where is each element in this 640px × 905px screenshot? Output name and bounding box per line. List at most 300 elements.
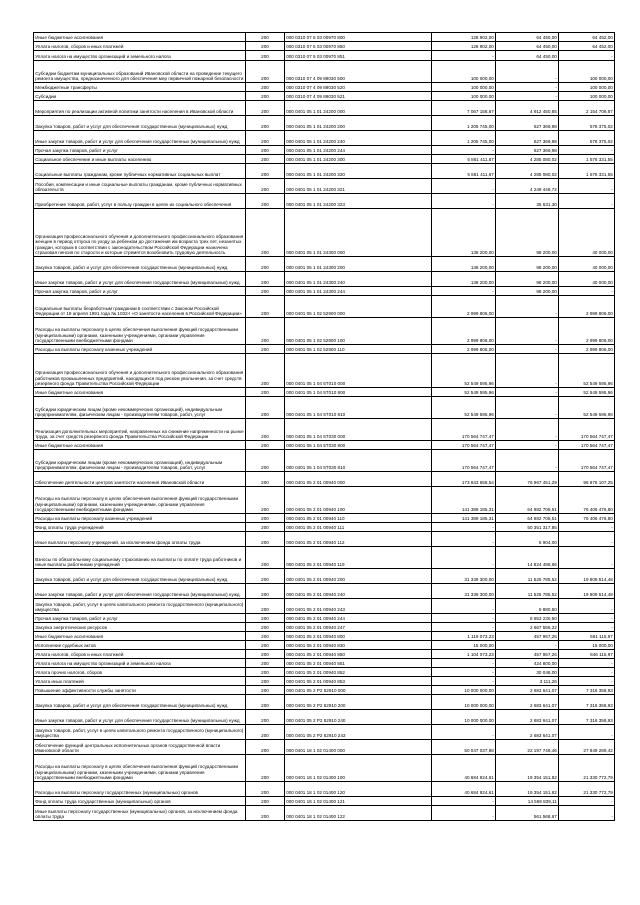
approved-amount-cell: 1 104 073,23: [432, 650, 496, 659]
budget-classification-code-cell: 000 0310 07 4 09 89030 521: [285, 92, 432, 101]
remaining-amount-cell: -: [559, 523, 615, 532]
remaining-amount-cell: 2 999 806,00: [559, 345, 615, 354]
expense-name-cell: Закупка товаров, работ и услуг для обеспечения государственных (муниципальных) нужд: [34, 569, 246, 584]
expense-name-cell: Уплата прочих налогов, сборов: [34, 668, 246, 677]
expense-name-cell: Фонд оплаты труда учреждений: [34, 523, 246, 532]
approved-amount-cell: 31 339 300,00: [432, 584, 496, 599]
remaining-amount-cell: -: [559, 51, 615, 61]
line-code-cell: 200: [246, 725, 285, 740]
expense-name-cell: Иные бюджетные ассигнования: [34, 632, 246, 641]
remaining-amount-cell: 7 316 358,93: [559, 710, 615, 725]
approved-amount-cell: 5 861 411,67: [432, 155, 496, 164]
expense-name-cell: Иные закупки товаров, работ и услуг для обеспечения государственных (муниципальных) нужд: [34, 272, 246, 287]
expense-name-cell: Иные закупки товаров, работ и услуг для обеспечения государственных (муниципальных) нужд: [34, 584, 246, 599]
remaining-amount-cell: 100 000,00: [559, 61, 615, 83]
expense-name-cell: Исполнение судебных актов: [34, 641, 246, 650]
approved-amount-cell: 7 067 158,67: [432, 101, 496, 116]
executed-amount-cell: -: [496, 419, 559, 441]
approved-amount-cell: 138 200,00: [432, 272, 496, 287]
table-row: [34, 51, 615, 61]
expense-name-cell: Фонд оплаты труда государственных (муниципальных) органов: [34, 797, 246, 806]
table-row: [34, 257, 615, 272]
line-code-cell: 200: [246, 419, 285, 441]
approved-amount-cell: 31 339 300,00: [432, 569, 496, 584]
budget-classification-code-cell: 000 0401 05 2 P2 52910 000: [285, 686, 432, 695]
line-code-cell: 200: [246, 164, 285, 179]
approved-amount-cell: 138 200,00: [432, 257, 496, 272]
remaining-amount-cell: 1 576 331,55: [559, 155, 615, 164]
expense-name-cell: Мероприятия по реализации активной политики занятости населения в Ивановской области: [34, 101, 246, 116]
approved-amount-cell: -: [432, 532, 496, 547]
table-row: [34, 740, 615, 755]
budget-classification-code-cell: 000 0401 05 2 P2 52910 243: [285, 725, 432, 740]
budget-classification-code-cell: 000 0401 18 1 02 01400 120: [285, 782, 432, 797]
remaining-amount-cell: 64 452,00: [559, 33, 615, 42]
remaining-amount-cell: 646 115,97: [559, 650, 615, 659]
remaining-amount-cell: -: [559, 146, 615, 155]
budget-classification-code-cell: 000 0401 05 1 01 24300 000: [285, 209, 432, 257]
executed-amount-cell: 4 285 080,02: [496, 164, 559, 179]
table-row: [34, 599, 615, 614]
executed-amount-cell: 4 249 448,72: [496, 179, 559, 194]
budget-classification-code-cell: 000 0401 05 1 04 5Т030 000: [285, 419, 432, 441]
approved-amount-cell: 50 047 037,88: [432, 740, 496, 755]
executed-amount-cell: 627 369,98: [496, 146, 559, 155]
table-row: [34, 272, 615, 287]
remaining-amount-cell: -: [559, 194, 615, 209]
expense-name-cell: Социальное обеспечение и иные выплаты населению: [34, 155, 246, 164]
approved-amount-cell: 100 000,00: [432, 92, 496, 101]
expense-name-cell: Прочая закупка товаров, работ и услуг: [34, 287, 246, 296]
remaining-amount-cell: 170 564 747,47: [559, 441, 615, 450]
line-code-cell: 200: [246, 523, 285, 532]
line-code-cell: 200: [246, 677, 285, 686]
table-row: [34, 659, 615, 668]
expense-name-cell: Закупка товаров, работ и услуг для обеспечения государственных (муниципальных) нужд: [34, 257, 246, 272]
executed-amount-cell: 561 568,67: [496, 806, 559, 821]
remaining-amount-cell: -: [559, 287, 615, 296]
budget-classification-code-cell: 000 0401 05 1 01 24200 240: [285, 131, 432, 146]
expense-name-cell: Иные выплаты персоналу государственных (муниципальных) органов, за исключением фонда оплаты труда: [34, 806, 246, 821]
budget-classification-code-cell: 000 0401 18 1 02 01400 121: [285, 797, 432, 806]
expense-name-cell: Закупка товаров, работ, услуг в целях капитального ремонта государственного (муниципального) имущества: [34, 725, 246, 740]
budget-classification-code-cell: 000 0401 05 1 01 24300 200: [285, 257, 432, 272]
executed-amount-cell: 64 450,00: [496, 51, 559, 61]
executed-amount-cell: -: [496, 441, 559, 450]
budget-classification-code-cell: 000 0401 05 1 02 52900 110: [285, 345, 432, 354]
budget-classification-code-cell: 000 0401 05 1 01 24200 320: [285, 164, 432, 179]
remaining-amount-cell: -: [559, 179, 615, 194]
remaining-amount-cell: -: [559, 614, 615, 623]
remaining-amount-cell: 2 999 806,00: [559, 296, 615, 318]
table-row: [34, 755, 615, 782]
budget-classification-code-cell: 000 0401 05 2 P2 52910 240: [285, 710, 432, 725]
approved-amount-cell: -: [432, 523, 496, 532]
expense-name-cell: Расходы на выплаты персоналу казенных учреждений: [34, 514, 246, 523]
executed-amount-cell: -: [496, 296, 559, 318]
executed-amount-cell: 8 853 230,50: [496, 614, 559, 623]
executed-amount-cell: 3 111,26: [496, 677, 559, 686]
expense-name-cell: Социальные выплаты гражданам, кроме публичных нормативных социальных выплат: [34, 164, 246, 179]
executed-amount-cell: -: [496, 92, 559, 101]
line-code-cell: 200: [246, 61, 285, 83]
table-body: [34, 33, 615, 821]
remaining-amount-cell: 76 406 476,80: [559, 514, 615, 523]
line-code-cell: 200: [246, 42, 285, 51]
budget-classification-code-cell: 000 0401 05 1 02 52900 000: [285, 296, 432, 318]
expense-name-cell: Уплата налогов, сборов и иных платежей: [34, 42, 246, 51]
executed-amount-cell: 2 683 641,07: [496, 695, 559, 710]
table-row: [34, 419, 615, 441]
budget-classification-code-cell: 000 0401 18 1 02 01400 100: [285, 755, 432, 782]
line-code-cell: 200: [246, 532, 285, 547]
executed-amount-cell: 98 200,00: [496, 257, 559, 272]
budget-classification-code-cell: 000 0310 07 5 03 00970 800: [285, 33, 432, 42]
approved-amount-cell: -: [432, 806, 496, 821]
line-code-cell: 200: [246, 388, 285, 397]
remaining-amount-cell: 170 564 747,47: [559, 419, 615, 441]
remaining-amount-cell: -: [559, 532, 615, 547]
line-code-cell: 200: [246, 740, 285, 755]
executed-amount-cell: 19 354 151,82: [496, 782, 559, 797]
executed-amount-cell: 4 912 450,85: [496, 101, 559, 116]
table-row: [34, 782, 615, 797]
budget-expenditure-table: [33, 32, 615, 821]
approved-amount-cell: 52 549 595,96: [432, 388, 496, 397]
line-code-cell: 200: [246, 514, 285, 523]
approved-amount-cell: 173 843 558,54: [432, 472, 496, 487]
approved-amount-cell: -: [432, 146, 496, 155]
budget-classification-code-cell: 000 0401 05 2 01 00940 830: [285, 641, 432, 650]
expense-name-cell: Организация профессионального обучения и дополнительного профессионального образования работников промышленных предприятий, находящихся под риском увольнения, за счет средств резервного фонда Правительства Российской Федерации: [34, 354, 246, 388]
table-row: [34, 209, 615, 257]
remaining-amount-cell: 578 375,02: [559, 131, 615, 146]
approved-amount-cell: 40 684 924,61: [432, 782, 496, 797]
remaining-amount-cell: 15 000,00: [559, 641, 615, 650]
expense-name-cell: Расходы на выплаты персоналу казенных учреждений: [34, 345, 246, 354]
table-row: [34, 179, 615, 194]
table-row: [34, 584, 615, 599]
budget-classification-code-cell: 000 0401 18 1 02 01400 000: [285, 740, 432, 755]
expense-name-cell: Расходы на выплаты персоналу в целях обеспечения выполнения функций государственными (муниципальными) органами, казенными учреждениями, органами управления государственными внебюджетными фондами: [34, 487, 246, 514]
executed-amount-cell: 98 200,00: [496, 272, 559, 287]
line-code-cell: 200: [246, 318, 285, 345]
expense-name-cell: Социальные выплаты безработным гражданам в соответствии с Законом Российской Федерации от 19 апреля 1991 года № 1032-I «О занятости населения в Российской Федерации»: [34, 296, 246, 318]
expense-name-cell: Субсидии: [34, 92, 246, 101]
table-row: [34, 547, 615, 569]
budget-classification-code-cell: 000 0401 05 2 01 00940 100: [285, 487, 432, 514]
line-code-cell: 200: [246, 397, 285, 419]
executed-amount-cell: -: [496, 83, 559, 92]
table-row: [34, 632, 615, 641]
approved-amount-cell: -: [432, 677, 496, 686]
line-code-cell: 200: [246, 797, 285, 806]
budget-classification-code-cell: 000 0401 05 1 04 5Т030 800: [285, 441, 432, 450]
line-code-cell: 200: [246, 641, 285, 650]
executed-amount-cell: 64 450,00: [496, 33, 559, 42]
remaining-amount-cell: 96 876 107,25: [559, 472, 615, 487]
expense-name-cell: Иные бюджетные ассигнования: [34, 388, 246, 397]
line-code-cell: 200: [246, 450, 285, 472]
table-row: [34, 806, 615, 821]
remaining-amount-cell: -: [559, 659, 615, 668]
executed-amount-cell: 50 351 317,85: [496, 523, 559, 532]
approved-amount-cell: 40 684 924,61: [432, 755, 496, 782]
remaining-amount-cell: 578 375,02: [559, 116, 615, 131]
line-code-cell: 200: [246, 33, 285, 42]
expense-name-cell: Уплата налога на имущество организаций и земельного налога: [34, 51, 246, 61]
executed-amount-cell: -: [496, 61, 559, 83]
table-row: [34, 797, 615, 806]
budget-classification-code-cell: 000 0401 05 2 01 00940 243: [285, 599, 432, 614]
executed-amount-cell: 14 624 486,66: [496, 547, 559, 569]
approved-amount-cell: -: [432, 547, 496, 569]
approved-amount-cell: 100 000,00: [432, 83, 496, 92]
approved-amount-cell: 10 000 000,00: [432, 710, 496, 725]
remaining-amount-cell: -: [559, 725, 615, 740]
line-code-cell: 200: [246, 209, 285, 257]
budget-classification-code-cell: 000 0401 18 1 02 01400 122: [285, 806, 432, 821]
budget-classification-code-cell: 000 0401 05 2 01 00940 850: [285, 650, 432, 659]
budget-execution-sheet: [33, 32, 614, 821]
expense-name-cell: Приобретение товаров, работ, услуг в пользу граждан в целях их социального обеспечения: [34, 194, 246, 209]
line-code-cell: 200: [246, 623, 285, 632]
expense-name-cell: Субсидии юридическим лицам (кроме некоммерческих организаций), индивидуальным предпринимателям, физическим лицам - производителям товаров, работ, услуг: [34, 450, 246, 472]
table-row: [34, 668, 615, 677]
approved-amount-cell: -: [432, 668, 496, 677]
executed-amount-cell: 64 982 708,51: [496, 514, 559, 523]
line-code-cell: 200: [246, 584, 285, 599]
executed-amount-cell: 98 200,00: [496, 209, 559, 257]
expense-name-cell: Организация профессионального обучения и дополнительного профессионального образования женщин в период отпуска по уходу за ребенком до достижения им возраста трех лет, незанятых граждан, которым в соответствии с законодательством Российской Федерации назначена страховая пенсия по старости и которые стремятся возобновить трудовую деятельность: [34, 209, 246, 257]
remaining-amount-cell: -: [559, 547, 615, 569]
expense-name-cell: Закупка энергетических ресурсов: [34, 623, 246, 632]
budget-classification-code-cell: 000 0401 05 1 01 24300 240: [285, 272, 432, 287]
budget-classification-code-cell: 000 0401 05 2 01 00940 247: [285, 623, 432, 632]
approved-amount-cell: 5 861 411,67: [432, 164, 496, 179]
remaining-amount-cell: -: [559, 806, 615, 821]
approved-amount-cell: -: [432, 599, 496, 614]
executed-amount-cell: 457 957,26: [496, 632, 559, 641]
approved-amount-cell: 10 000 000,00: [432, 686, 496, 695]
executed-amount-cell: 2 667 556,22: [496, 623, 559, 632]
expense-name-cell: Уплата налога на имущество организаций и земельного налога: [34, 659, 246, 668]
expense-name-cell: Закупка товаров, работ и услуг для обеспечения государственных (муниципальных) нужд: [34, 695, 246, 710]
expense-name-cell: Закупка товаров, работ, услуг в целях капитального ремонта государственного (муниципального) имущества: [34, 599, 246, 614]
table-row: [34, 388, 615, 397]
approved-amount-cell: 15 000,00: [432, 641, 496, 650]
table-row: [34, 725, 615, 740]
line-code-cell: 200: [246, 710, 285, 725]
expense-name-cell: Пособия, компенсации и иные социальные выплаты гражданам, кроме публичных нормативных обязательств: [34, 179, 246, 194]
remaining-amount-cell: 64 452,00: [559, 42, 615, 51]
executed-amount-cell: 4 285 080,02: [496, 155, 559, 164]
expense-name-cell: Расходы на выплаты персоналу государственных (муниципальных) органов: [34, 782, 246, 797]
budget-classification-code-cell: 000 0401 05 1 04 5Т010 810: [285, 397, 432, 419]
remaining-amount-cell: 40 000,00: [559, 209, 615, 257]
remaining-amount-cell: 21 330 772,79: [559, 755, 615, 782]
line-code-cell: 200: [246, 296, 285, 318]
budget-classification-code-cell: 000 0401 05 1 04 5Т010 800: [285, 388, 432, 397]
line-code-cell: 200: [246, 487, 285, 514]
remaining-amount-cell: 27 849 289,42: [559, 740, 615, 755]
executed-amount-cell: 22 197 748,46: [496, 740, 559, 755]
approved-amount-cell: 141 389 185,31: [432, 514, 496, 523]
line-code-cell: 200: [246, 272, 285, 287]
table-row: [34, 354, 615, 388]
budget-classification-code-cell: 000 0401 05 2 01 00940 851: [285, 659, 432, 668]
budget-classification-code-cell: 000 0401 05 2 01 00940 112: [285, 532, 432, 547]
line-code-cell: 200: [246, 668, 285, 677]
remaining-amount-cell: -: [559, 797, 615, 806]
budget-classification-code-cell: 000 0401 05 2 P2 52910 200: [285, 695, 432, 710]
executed-amount-cell: -: [496, 641, 559, 650]
executed-amount-cell: 6 904,00: [496, 532, 559, 547]
remaining-amount-cell: 52 549 595,96: [559, 354, 615, 388]
expense-name-cell: Прочая закупка товаров, работ и услуг: [34, 614, 246, 623]
budget-classification-code-cell: 000 0401 05 2 01 00940 111: [285, 523, 432, 532]
expense-name-cell: Обеспечение функций центральных исполнительных органов государственной власти Ивановской области: [34, 740, 246, 755]
remaining-amount-cell: 661 115,97: [559, 632, 615, 641]
line-code-cell: 200: [246, 632, 285, 641]
line-code-cell: 200: [246, 131, 285, 146]
remaining-amount-cell: -: [559, 623, 615, 632]
expense-name-cell: Иные бюджетные ассигнования: [34, 441, 246, 450]
table-row: [34, 614, 615, 623]
expense-name-cell: Обеспечение деятельности центров занятости населения Ивановской области: [34, 472, 246, 487]
table-row: [34, 487, 615, 514]
line-code-cell: 200: [246, 92, 285, 101]
line-code-cell: 200: [246, 101, 285, 116]
budget-classification-code-cell: 000 0401 05 2 01 00940 853: [285, 677, 432, 686]
approved-amount-cell: 170 564 747,47: [432, 441, 496, 450]
remaining-amount-cell: 19 809 514,48: [559, 569, 615, 584]
expense-name-cell: Закупка товаров, работ и услуг для обеспечения государственных (муниципальных) нужд: [34, 116, 246, 131]
line-code-cell: 200: [246, 547, 285, 569]
approved-amount-cell: 2 999 806,00: [432, 345, 496, 354]
remaining-amount-cell: 2 999 806,00: [559, 318, 615, 345]
remaining-amount-cell: 40 000,00: [559, 272, 615, 287]
remaining-amount-cell: 7 316 358,93: [559, 695, 615, 710]
table-row: [34, 116, 615, 131]
expense-name-cell: Иные закупки товаров, работ и услуг для обеспечения государственных (муниципальных) нужд: [34, 131, 246, 146]
line-code-cell: 200: [246, 155, 285, 164]
budget-classification-code-cell: 000 0401 05 2 01 00940 200: [285, 569, 432, 584]
table-row: [34, 569, 615, 584]
table-row: [34, 695, 615, 710]
line-code-cell: 200: [246, 345, 285, 354]
expense-name-cell: Уплата иных платежей: [34, 677, 246, 686]
approved-amount-cell: 1 205 745,00: [432, 131, 496, 146]
approved-amount-cell: 52 549 595,96: [432, 354, 496, 388]
budget-classification-code-cell: 000 0401 05 1 01 24200 000: [285, 101, 432, 116]
executed-amount-cell: -: [496, 345, 559, 354]
executed-amount-cell: 627 369,98: [496, 131, 559, 146]
budget-classification-code-cell: 000 0401 05 1 01 24200 321: [285, 179, 432, 194]
budget-classification-code-cell: 000 0310 07 4 09 89030 520: [285, 83, 432, 92]
budget-classification-code-cell: 000 0401 05 2 01 00940 110: [285, 514, 432, 523]
table-row: [34, 146, 615, 155]
remaining-amount-cell: 170 564 747,47: [559, 450, 615, 472]
approved-amount-cell: -: [432, 623, 496, 632]
table-row: [34, 450, 615, 472]
budget-classification-code-cell: 000 0401 05 2 01 00940 240: [285, 584, 432, 599]
budget-classification-code-cell: 000 0401 05 1 01 24200 300: [285, 155, 432, 164]
executed-amount-cell: 30 046,00: [496, 668, 559, 677]
remaining-amount-cell: 21 330 772,79: [559, 782, 615, 797]
approved-amount-cell: -: [432, 614, 496, 623]
line-code-cell: 200: [246, 650, 285, 659]
approved-amount-cell: 100 000,00: [432, 61, 496, 83]
remaining-amount-cell: 1 576 331,55: [559, 164, 615, 179]
budget-classification-code-cell: 000 0310 07 5 03 00970 850: [285, 42, 432, 51]
executed-amount-cell: 35 631,30: [496, 194, 559, 209]
expense-name-cell: Расходы на выплаты персоналу в целях обеспечения выполнения функций государственными (муниципальными) органами, казенными учреждениями, органами управления государственными внебюджетными фондами: [34, 318, 246, 345]
line-code-cell: 200: [246, 179, 285, 194]
approved-amount-cell: 1 205 745,00: [432, 116, 496, 131]
budget-classification-code-cell: 000 0401 05 2 01 00940 000: [285, 472, 432, 487]
approved-amount-cell: 2 999 806,00: [432, 296, 496, 318]
remaining-amount-cell: -: [559, 677, 615, 686]
remaining-amount-cell: -: [559, 668, 615, 677]
approved-amount-cell: -: [432, 179, 496, 194]
remaining-amount-cell: 100 000,00: [559, 83, 615, 92]
approved-amount-cell: 128 902,00: [432, 33, 496, 42]
table-row: [34, 92, 615, 101]
table-row: [34, 514, 615, 523]
line-code-cell: 200: [246, 782, 285, 797]
budget-classification-code-cell: 000 0401 05 2 01 00940 244: [285, 614, 432, 623]
line-code-cell: 200: [246, 599, 285, 614]
approved-amount-cell: -: [432, 797, 496, 806]
approved-amount-cell: 170 564 747,47: [432, 419, 496, 441]
table-row: [34, 155, 615, 164]
table-row: [34, 131, 615, 146]
table-row: [34, 318, 615, 345]
executed-amount-cell: -: [496, 318, 559, 345]
executed-amount-cell: 64 982 708,51: [496, 487, 559, 514]
approved-amount-cell: -: [432, 194, 496, 209]
executed-amount-cell: 76 967 451,29: [496, 472, 559, 487]
executed-amount-cell: 19 354 151,82: [496, 755, 559, 782]
line-code-cell: 200: [246, 614, 285, 623]
executed-amount-cell: 424 800,00: [496, 659, 559, 668]
line-code-cell: 200: [246, 569, 285, 584]
executed-amount-cell: 5 880,50: [496, 599, 559, 614]
expense-name-cell: Реализация дополнительных мероприятий, направленных на снижение напряженности на рынке труда, за счет средств резервного фонда Правительства Российской Федерации: [34, 419, 246, 441]
remaining-amount-cell: 100 000,00: [559, 92, 615, 101]
expense-name-cell: Субсидии бюджетам муниципальных образований Ивановской области на проведение текущего ремонта имущества, предназначенного для обеспечения мер первичной пожарной безопасности: [34, 61, 246, 83]
executed-amount-cell: -: [496, 354, 559, 388]
approved-amount-cell: 10 000 000,00: [432, 695, 496, 710]
table-row: [34, 397, 615, 419]
budget-classification-code-cell: 000 0401 05 2 01 00940 800: [285, 632, 432, 641]
executed-amount-cell: 11 525 785,52: [496, 569, 559, 584]
table-row: [34, 101, 615, 116]
expense-name-cell: Повышение эффективности службы занятости: [34, 686, 246, 695]
table-row: [34, 164, 615, 179]
remaining-amount-cell: -: [559, 599, 615, 614]
table-row: [34, 523, 615, 532]
executed-amount-cell: -: [496, 397, 559, 419]
line-code-cell: 200: [246, 659, 285, 668]
budget-classification-code-cell: 000 0401 05 2 01 00940 852: [285, 668, 432, 677]
executed-amount-cell: -: [496, 388, 559, 397]
line-code-cell: 200: [246, 695, 285, 710]
table-row: [34, 472, 615, 487]
line-code-cell: 200: [246, 51, 285, 61]
approved-amount-cell: -: [432, 287, 496, 296]
